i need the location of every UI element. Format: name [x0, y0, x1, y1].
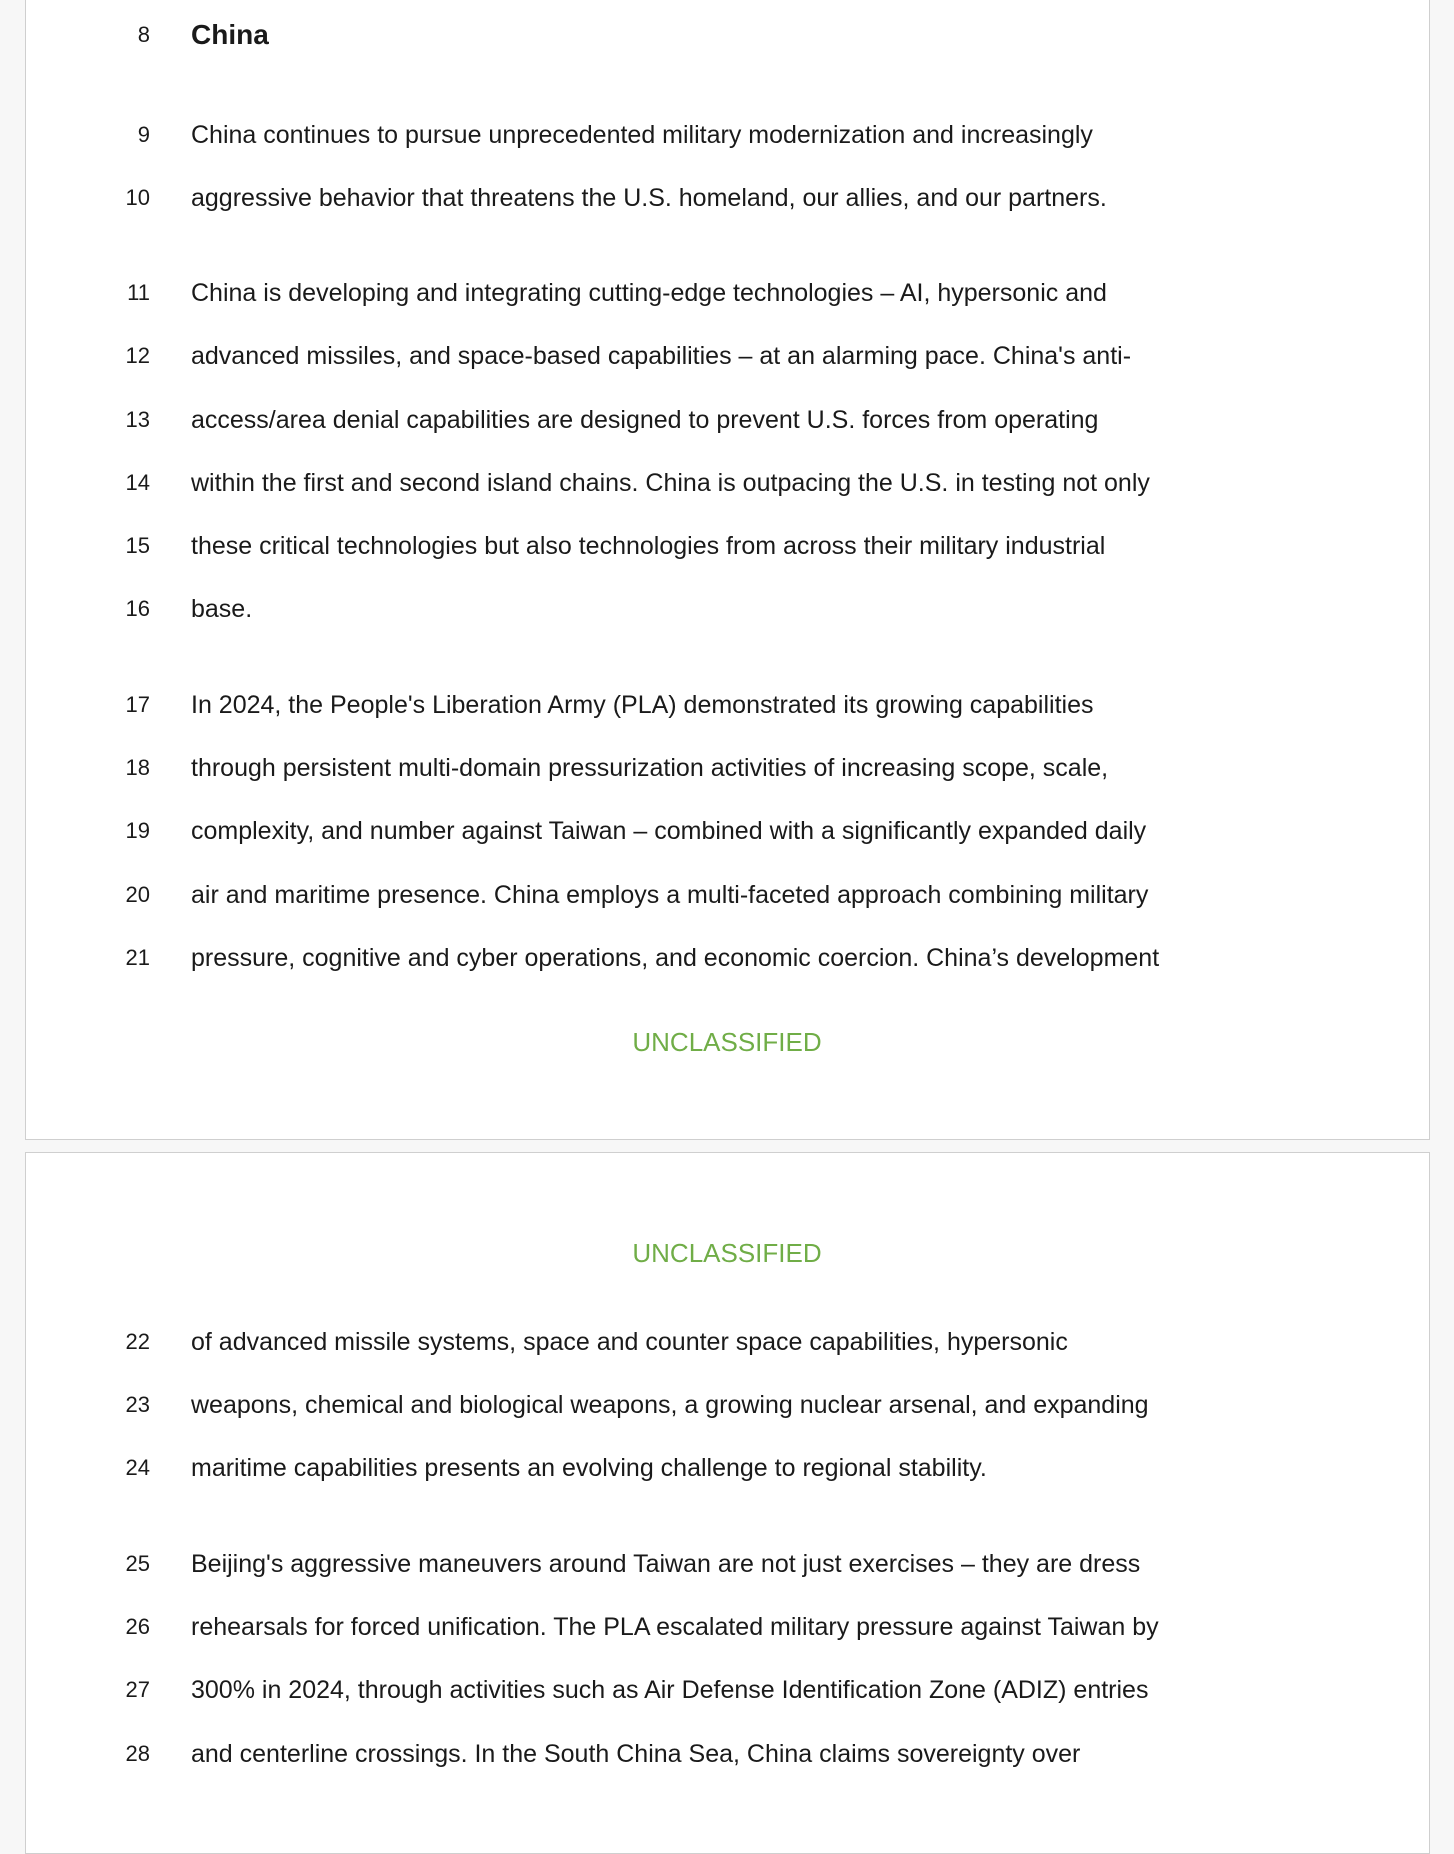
line-number: 18: [125, 755, 150, 780]
section-heading: [0, 15, 1454, 55]
line-text: maritime capabilities presents an evolving challenge to regional stability.: [191, 1454, 987, 1482]
document-line: [0, 1448, 1454, 1488]
document-line: [0, 1544, 1454, 1584]
line-number: 10: [125, 185, 150, 210]
line-number: 26: [125, 1614, 150, 1639]
line-text: In 2024, the People's Liberation Army (PLA) demonstrated its growing capabilities: [191, 691, 1094, 719]
line-number: 28: [125, 1741, 150, 1766]
line-number: 20: [125, 882, 150, 907]
line-number: 23: [125, 1392, 150, 1417]
line-text: through persistent multi-domain pressurization activities of increasing scope, scale,: [191, 754, 1109, 782]
document-line: [0, 1734, 1454, 1774]
document-line: [0, 273, 1454, 313]
line-number: 14: [125, 470, 150, 495]
document-line: [0, 1607, 1454, 1647]
classification-header: UNCLASSIFIED: [632, 1238, 822, 1268]
line-text: weapons, chemical and biological weapons, a growing nuclear arsenal, and expanding: [191, 1391, 1149, 1419]
line-number: 21: [125, 945, 150, 970]
document-line: [0, 115, 1454, 155]
line-number: 22: [125, 1329, 150, 1354]
line-text: and centerline crossings. In the South China Sea, China claims sovereignty over: [191, 1740, 1081, 1768]
line-text: China is developing and integrating cutting-edge technologies – AI, hypersonic and: [191, 279, 1107, 307]
line-text: these critical technologies but also technologies from across their military industrial: [191, 532, 1106, 560]
document-line: [0, 938, 1454, 978]
line-number: 25: [125, 1551, 150, 1576]
document-line: [0, 748, 1454, 788]
document-line: [0, 1322, 1454, 1362]
line-number: 15: [125, 533, 150, 558]
line-text: complexity, and number against Taiwan – combined with a significantly expanded daily: [191, 817, 1147, 845]
document-line: [0, 589, 1454, 629]
line-number: 24: [125, 1455, 150, 1480]
line-text: aggressive behavior that threatens the U.S. homeland, our allies, and our partners.: [191, 184, 1107, 212]
line-number: 19: [125, 818, 150, 843]
line-number: 9: [137, 122, 150, 147]
document-line: [0, 400, 1454, 440]
document-line: [0, 1670, 1454, 1710]
document-line: [0, 875, 1454, 915]
classification-footer: UNCLASSIFIED: [632, 1027, 822, 1057]
line-text: Beijing's aggressive maneuvers around Taiwan are not just exercises – they are dress: [191, 1550, 1141, 1578]
line-number: 11: [127, 280, 150, 305]
document-line: [0, 336, 1454, 376]
line-number: 27: [125, 1677, 150, 1702]
line-text: China continues to pursue unprecedented military modernization and increasingly: [191, 121, 1093, 149]
document-line: [0, 178, 1454, 218]
line-number: 13: [125, 407, 150, 432]
document-line: [0, 463, 1454, 503]
document-line: [0, 526, 1454, 566]
document-line: [0, 811, 1454, 851]
line-text: within the first and second island chains. China is outpacing the U.S. in testing not only: [191, 469, 1150, 497]
line-text: access/area denial capabilities are designed to prevent U.S. forces from operating: [191, 406, 1099, 434]
line-text: advanced missiles, and space-based capabilities – at an alarming pace. China's anti-: [191, 342, 1132, 370]
line-number: 12: [125, 343, 150, 368]
line-number: 16: [125, 596, 150, 621]
line-number: 8: [137, 22, 150, 47]
document-line: [0, 685, 1454, 725]
line-text: 300% in 2024, through activities such as Air Defense Identification Zone (ADIZ) entries: [191, 1676, 1149, 1704]
line-text: of advanced missile systems, space and counter space capabilities, hypersonic: [191, 1328, 1068, 1356]
line-text: rehearsals for forced unification. The PLA escalated military pressure against Taiwan by: [191, 1613, 1159, 1641]
line-text: pressure, cognitive and cyber operations, and economic coercion. China’s development: [191, 944, 1160, 972]
line-number: 17: [125, 692, 150, 717]
line-text: base.: [191, 595, 253, 623]
heading-text: China: [191, 19, 269, 50]
document-line: [0, 1385, 1454, 1425]
line-text: air and maritime presence. China employs a multi-faceted approach combining military: [191, 881, 1149, 909]
